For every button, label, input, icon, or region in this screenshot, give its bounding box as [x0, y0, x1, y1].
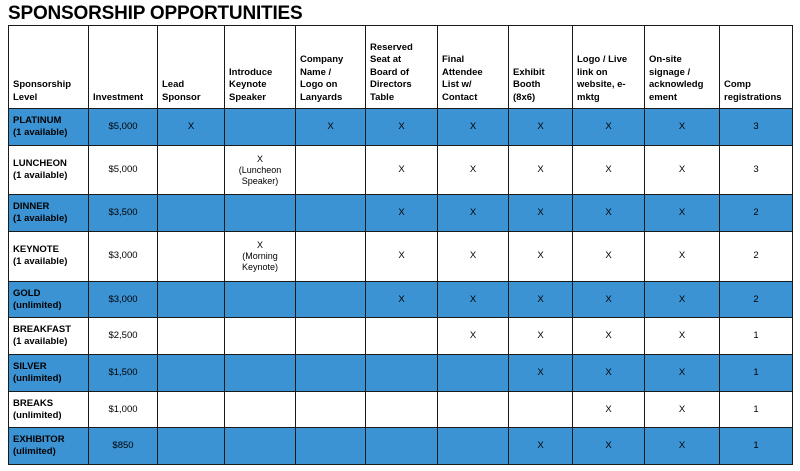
level-cell — [9, 232, 89, 282]
page-title: SPONSORSHIP OPPORTUNITIES — [8, 3, 303, 24]
header-line: signage / — [649, 66, 691, 78]
column-header-logo-link — [573, 26, 645, 109]
header-line: Lead — [162, 79, 185, 90]
table-row — [9, 428, 793, 465]
logo-cell: X — [573, 428, 645, 465]
keynote-cell — [225, 355, 296, 392]
lanyards-cell — [296, 391, 366, 428]
table-row — [9, 195, 793, 232]
level-availability: (ulimited) — [13, 446, 56, 458]
list-cell: X — [438, 145, 509, 195]
seat-cell: X — [366, 232, 438, 282]
keynote-cell — [225, 281, 296, 318]
header-line: Lanyards — [300, 91, 343, 103]
header-line: Name / — [300, 66, 332, 78]
header-line: Booth — [513, 79, 541, 90]
lead-cell: X — [158, 109, 225, 146]
lanyards-cell — [296, 318, 366, 355]
list-cell: X — [438, 109, 509, 146]
investment-cell: $3,000 — [89, 281, 158, 318]
column-header-signage — [645, 26, 720, 109]
header-line: Reserved — [370, 41, 413, 53]
column-header-investment — [89, 26, 158, 109]
logo-cell: X — [573, 145, 645, 195]
level-availability: (unlimited) — [13, 299, 62, 311]
header-line: website, e- — [577, 79, 626, 90]
seat-cell — [366, 318, 438, 355]
investment-cell: $5,000 — [89, 109, 158, 146]
header-line: Introduce — [229, 66, 273, 78]
level-availability: (1 available) — [13, 126, 68, 138]
column-header-sponsorship-level — [9, 26, 89, 109]
list-cell — [438, 428, 509, 465]
level-name: BREAKS — [13, 397, 54, 409]
investment-cell: $1,000 — [89, 391, 158, 428]
lead-cell — [158, 355, 225, 392]
keynote-note: Speaker) — [241, 175, 279, 186]
header-line: Logo on — [300, 79, 338, 90]
comp-cell: 2 — [720, 232, 793, 282]
keynote-note: (Morning — [242, 250, 278, 261]
level-availability: (unlimited) — [13, 372, 62, 384]
level-cell — [9, 355, 89, 392]
list-cell — [438, 355, 509, 392]
signage-cell: X — [645, 145, 720, 195]
level-cell — [9, 109, 89, 146]
header-line: Keynote — [229, 79, 267, 90]
list-cell: X — [438, 232, 509, 282]
header-line: Final — [442, 54, 465, 65]
level-name: PLATINUM — [13, 114, 62, 126]
lead-cell — [158, 232, 225, 282]
level-name: LUNCHEON — [13, 158, 67, 170]
lead-cell — [158, 281, 225, 318]
comp-cell: 1 — [720, 428, 793, 465]
list-cell: X — [438, 318, 509, 355]
lanyards-cell — [296, 355, 366, 392]
keynote-cell — [225, 428, 296, 465]
signage-cell: X — [645, 195, 720, 232]
column-header-lanyards — [296, 26, 366, 109]
header-line: Board of — [370, 66, 410, 78]
lanyards-cell — [296, 281, 366, 318]
booth-cell: X — [509, 109, 573, 146]
comp-cell: 3 — [720, 109, 793, 146]
seat-cell: X — [366, 281, 438, 318]
header-line: Exhibit — [513, 66, 545, 78]
level-cell — [9, 318, 89, 355]
level-cell — [9, 391, 89, 428]
header-line: link on — [577, 66, 608, 78]
investment-cell: $850 — [89, 428, 158, 465]
table-row — [9, 281, 793, 318]
keynote-cell — [225, 109, 296, 146]
booth-cell: X — [509, 281, 573, 318]
signage-cell: X — [645, 428, 720, 465]
table-row — [9, 109, 793, 146]
comp-cell: 1 — [720, 355, 793, 392]
column-header-comp-registrations — [720, 26, 793, 109]
seat-cell: X — [366, 145, 438, 195]
keynote-note: (Luncheon — [238, 164, 282, 175]
investment-cell: $3,500 — [89, 195, 158, 232]
lanyards-cell — [296, 145, 366, 195]
logo-cell: X — [573, 232, 645, 282]
seat-cell: X — [366, 109, 438, 146]
table-row — [9, 318, 793, 355]
booth-cell: X — [509, 145, 573, 195]
level-name: GOLD — [13, 287, 41, 299]
logo-cell: X — [573, 391, 645, 428]
logo-cell: X — [573, 109, 645, 146]
header-line: ement — [649, 91, 677, 103]
lanyards-cell — [296, 428, 366, 465]
signage-cell: X — [645, 232, 720, 282]
header-line: Company — [300, 54, 344, 65]
level-cell — [9, 428, 89, 465]
lead-cell — [158, 428, 225, 465]
header-line: Table — [370, 91, 395, 103]
signage-cell: X — [645, 109, 720, 146]
level-availability: (1 available) — [13, 336, 68, 348]
header-line: Level — [13, 91, 38, 103]
logo-cell: X — [573, 355, 645, 392]
lanyards-cell — [296, 195, 366, 232]
keynote-mark: X — [256, 239, 263, 250]
lead-cell — [158, 391, 225, 428]
comp-cell: 2 — [720, 281, 793, 318]
seat-cell — [366, 428, 438, 465]
column-header-lead-sponsor — [158, 26, 225, 109]
comp-cell: 1 — [720, 391, 793, 428]
booth-cell: X — [509, 318, 573, 355]
header-line: On-site — [649, 54, 682, 65]
signage-cell: X — [645, 355, 720, 392]
keynote-note: Keynote) — [241, 261, 279, 272]
header-line: Comp — [724, 79, 751, 90]
seat-cell — [366, 391, 438, 428]
logo-cell: X — [573, 195, 645, 232]
level-name: SILVER — [13, 360, 47, 372]
level-availability: (1 available) — [13, 256, 68, 268]
header-line: (8x6) — [513, 91, 536, 103]
level-name: EXHIBITOR — [13, 434, 65, 446]
sponsorship-table — [8, 25, 793, 465]
lead-cell — [158, 145, 225, 195]
comp-cell: 2 — [720, 195, 793, 232]
keynote-cell — [225, 391, 296, 428]
column-header-reserved-seat — [366, 26, 438, 109]
booth-cell: X — [509, 428, 573, 465]
booth-cell: X — [509, 355, 573, 392]
header-line: Sponsorship — [13, 79, 72, 90]
level-cell — [9, 195, 89, 232]
header-line: Contact — [442, 91, 478, 103]
table-row — [9, 232, 793, 282]
investment-cell: $3,000 — [89, 232, 158, 282]
table-row — [9, 145, 793, 195]
list-cell: X — [438, 195, 509, 232]
investment-cell: $5,000 — [89, 145, 158, 195]
column-header-introduce-keynote — [225, 26, 296, 109]
investment-cell: $1,500 — [89, 355, 158, 392]
header-line: Speaker — [229, 91, 266, 103]
header-line: Attendee — [442, 66, 483, 78]
level-cell — [9, 281, 89, 318]
keynote-cell — [225, 318, 296, 355]
column-header-attendee-list — [438, 26, 509, 109]
header-line: Sponsor — [162, 91, 201, 103]
lanyards-cell: X — [296, 109, 366, 146]
booth-cell — [509, 391, 573, 428]
column-header-exhibit-booth — [509, 26, 573, 109]
header-line: registrations — [724, 91, 782, 103]
level-cell — [9, 145, 89, 195]
comp-cell: 3 — [720, 145, 793, 195]
keynote-mark: X — [256, 153, 263, 164]
header-line: List w/ — [442, 79, 472, 90]
booth-cell: X — [509, 195, 573, 232]
level-name: BREAKFAST — [13, 324, 72, 336]
level-availability: (1 available) — [13, 213, 68, 225]
header-line: Directors — [370, 79, 412, 90]
signage-cell: X — [645, 281, 720, 318]
lead-cell — [158, 195, 225, 232]
keynote-cell — [225, 195, 296, 232]
header-line: Logo / Live — [577, 54, 628, 65]
table-row — [9, 355, 793, 392]
list-cell: X — [438, 281, 509, 318]
logo-cell: X — [573, 318, 645, 355]
table-row — [9, 391, 793, 428]
keynote-cell — [225, 232, 296, 282]
investment-cell: $2,500 — [89, 318, 158, 355]
header-row — [9, 26, 793, 109]
level-name: KEYNOTE — [13, 244, 59, 256]
comp-cell: 1 — [720, 318, 793, 355]
signage-cell: X — [645, 318, 720, 355]
lead-cell — [158, 318, 225, 355]
level-availability: (1 available) — [13, 170, 68, 182]
header-line: acknowledg — [649, 79, 704, 90]
header-line: Investment — [93, 91, 144, 103]
logo-cell: X — [573, 281, 645, 318]
seat-cell: X — [366, 195, 438, 232]
booth-cell: X — [509, 232, 573, 282]
level-availability: (unlimited) — [13, 409, 62, 421]
level-name: DINNER — [13, 201, 50, 213]
seat-cell — [366, 355, 438, 392]
signage-cell: X — [645, 391, 720, 428]
header-line: mktg — [577, 91, 600, 103]
list-cell — [438, 391, 509, 428]
lanyards-cell — [296, 232, 366, 282]
keynote-cell — [225, 145, 296, 195]
header-line: Seat at — [370, 54, 402, 65]
